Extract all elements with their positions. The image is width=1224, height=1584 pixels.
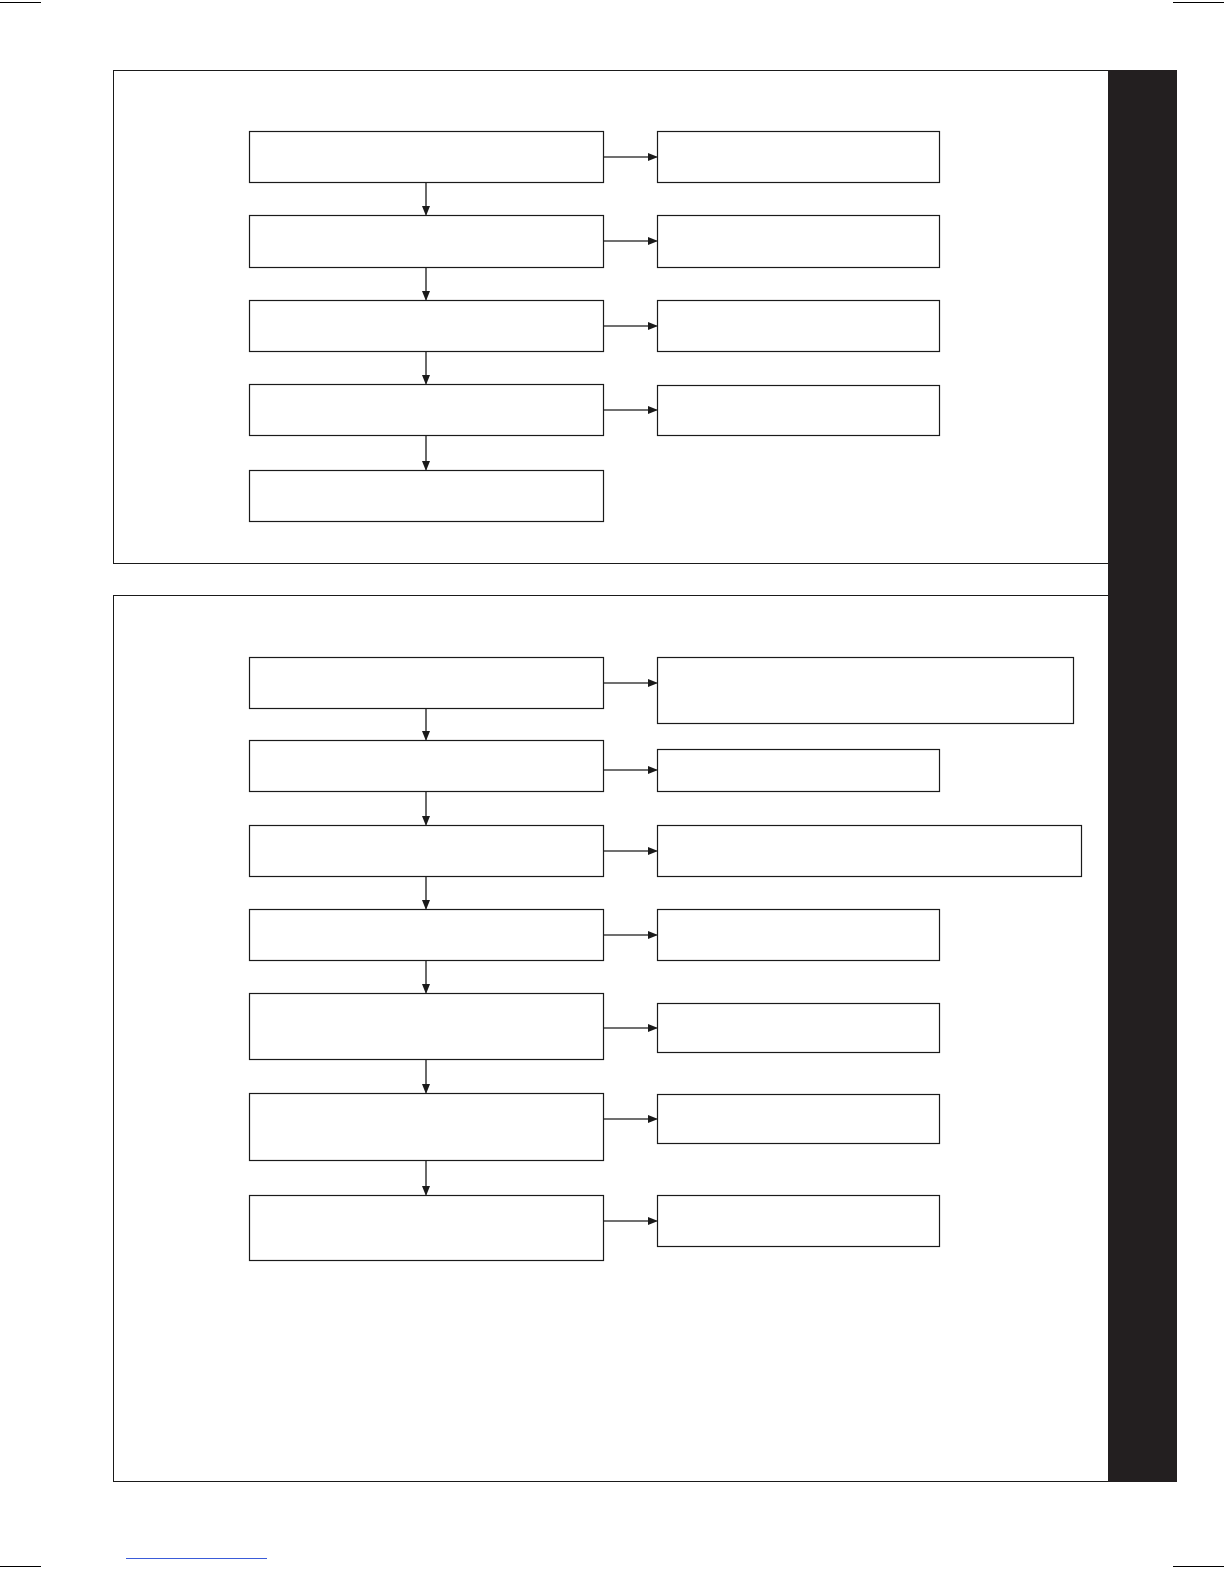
flow1-step-1-box [250, 132, 604, 183]
flow2-step-6-box [250, 1094, 604, 1161]
flow2-outcome-7-box [658, 1196, 940, 1247]
flow2-step-4-box [250, 910, 604, 961]
flow2-outcome-6-box [658, 1095, 940, 1144]
flow1-outcome-1-box [658, 132, 940, 183]
flow1-step-2-box [250, 216, 604, 268]
flow2-step-2-box [250, 741, 604, 792]
flow2-step-5-box [250, 994, 604, 1060]
flow2-outcome-5-box [658, 1004, 940, 1053]
flow1-outcome-3-box [658, 301, 940, 352]
flow2-outcome-4-box [658, 910, 940, 961]
flow2-outcome-2-box [658, 750, 940, 792]
flow1-step-5-box [250, 471, 604, 522]
flow2-outcome-3-box [658, 826, 1082, 877]
flow2-step-3-box [250, 826, 604, 877]
flow2-step-1-box [250, 658, 604, 709]
footer-link-underline [126, 1558, 267, 1559]
flow1-step-4-box [250, 385, 604, 436]
flow1-outcome-4-box [658, 386, 940, 436]
flow2-step-7-box [250, 1196, 604, 1261]
flow1-step-3-box [250, 301, 604, 352]
flow1-outcome-2-box [658, 216, 940, 268]
flow2-outcome-1-box [658, 658, 1074, 724]
